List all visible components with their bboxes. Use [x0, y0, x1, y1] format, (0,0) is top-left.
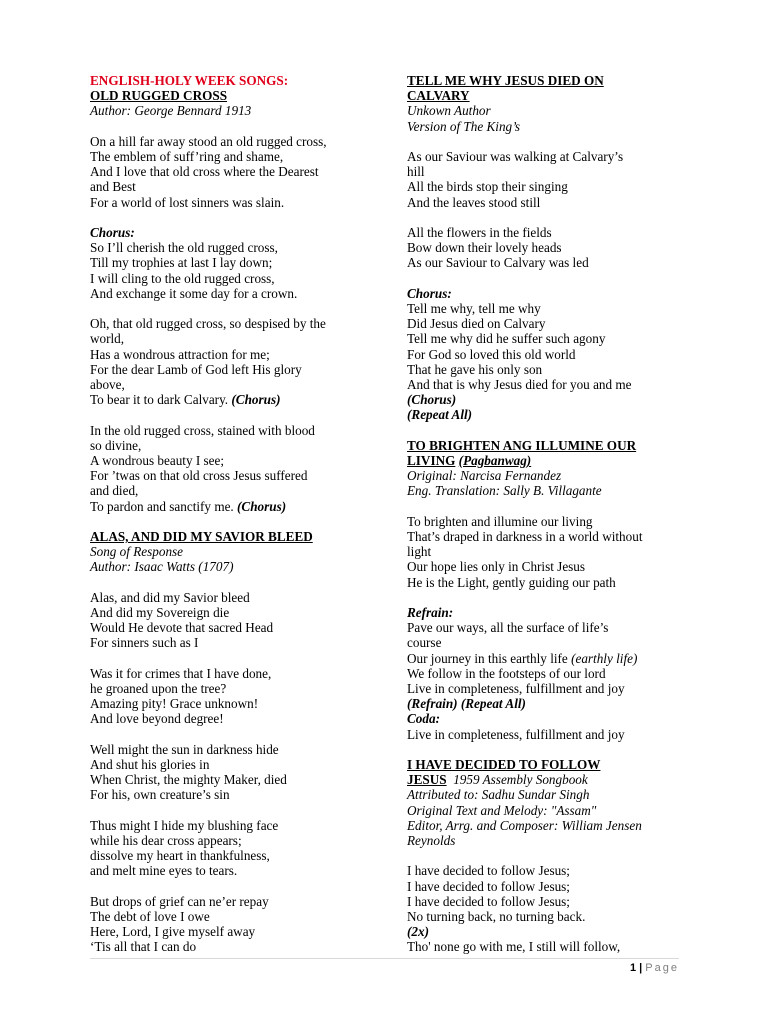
lyric-line: Original Text and Melody: "Assam" — [407, 802, 597, 818]
verse — [90, 134, 368, 210]
left-column — [90, 73, 368, 955]
footer-divider — [90, 958, 679, 959]
lyric-line: I will cling to the old rugged cross, — [90, 270, 275, 286]
verse-line — [90, 499, 368, 514]
song-title-i-have-decided: I HAVE DECIDED TO FOLLOW — [407, 757, 601, 773]
verse — [407, 514, 689, 590]
refrain — [407, 620, 689, 650]
verse-text: To bear it to dark Calvary. — [90, 392, 229, 408]
repeat-all: (Repeat All) — [407, 407, 473, 423]
refrain-line — [407, 651, 689, 666]
lyric-line: Would He devote that sacred Head — [90, 620, 274, 636]
refrain-label: Refrain: — [407, 605, 454, 621]
song-title-text: JESUS — [407, 772, 447, 788]
lyric-line: dissolve my heart in thankfulness, — [90, 848, 270, 864]
coda-line: Live in completeness, fulfillment and joy — [407, 726, 625, 742]
song-author: Unkown Author — [407, 103, 491, 119]
chorus-label: Chorus: — [90, 225, 135, 240]
lyric-line: For a world of lost sinners was slain. — [90, 194, 285, 210]
refrain — [407, 666, 689, 696]
document-heading: ENGLISH-HOLY WEEK SONGS: — [90, 73, 289, 88]
lyric-line: Has a wondrous attraction for me; — [90, 346, 270, 362]
lyric-line: And love beyond degree! — [90, 711, 224, 727]
lyric-line: hill — [407, 164, 425, 180]
verse-line — [90, 392, 368, 407]
verse — [90, 894, 368, 955]
lyric-line: I have decided to follow Jesus; — [407, 863, 570, 879]
verse — [90, 316, 368, 392]
lyric-line: As our Saviour to Calvary was led — [407, 255, 589, 271]
refrain-reference: (Refrain) (Repeat All) — [407, 696, 526, 712]
lyric-line: Pave our ways, all the surface of life’s — [407, 620, 609, 636]
lyric-line: And that is why Jesus died for you and me — [407, 377, 632, 393]
verse — [90, 666, 368, 727]
lyric-line: No turning back, no turning back. — [407, 909, 586, 925]
lyric-line: And I love that old cross where the Dearest — [90, 164, 319, 180]
song-translation: Eng. Translation: Sally B. Villagante — [407, 483, 602, 499]
lyric-line: ‘Tis all that I can do — [90, 939, 197, 955]
lyric-line: Bow down their lovely heads — [407, 240, 562, 256]
lyric-line: When Christ, the mighty Maker, died — [90, 772, 287, 788]
lyric-line: And shut his glories in — [90, 757, 210, 773]
lyric-line: For ’twas on that old cross Jesus suffered — [90, 468, 308, 484]
lyric-line: Tell me why did he suffer such agony — [407, 331, 606, 347]
page-footer — [600, 962, 679, 974]
lyric-line: Editor, Arrg. and Composer: William Jensen — [407, 817, 642, 833]
lyric-line: All the flowers in the fields — [407, 225, 552, 240]
lyric-line: Amazing pity! Grace unknown! — [90, 696, 259, 712]
chorus — [90, 240, 368, 301]
verse-line: Tho' none go with me, I still will follow, — [407, 939, 621, 955]
coda-label: Coda: — [407, 711, 440, 727]
verse-text: To pardon and sanctify me. — [90, 498, 234, 514]
lyric-line: Was it for crimes that I have done, — [90, 665, 272, 681]
chorus — [407, 301, 689, 392]
lyric-line: I have decided to follow Jesus; — [407, 893, 570, 909]
refrain-paren: (earthly life) — [571, 650, 638, 666]
lyric-line: light — [407, 544, 432, 560]
lyric-line: In the old rugged cross, stained with blood — [90, 422, 315, 438]
lyric-line: above, — [90, 377, 125, 393]
song-title-to-brighten: TO BRIGHTEN ANG ILLUMINE OUR — [407, 437, 637, 453]
lyric-line: That’s draped in darkness in a world without — [407, 529, 643, 545]
chorus-reference: (Chorus) — [407, 392, 457, 408]
lyric-line: But drops of grief can ne’er repay — [90, 893, 269, 909]
lyric-line: Reynolds — [407, 833, 456, 849]
refrain-text: Our journey in this earthly life — [407, 650, 568, 666]
songbook-credit: 1959 Assembly Songbook — [453, 772, 588, 788]
lyric-line: Attributed to: Sadhu Sundar Singh — [407, 787, 590, 803]
song-title-tell-me-why: TELL ME WHY JESUS DIED ON — [407, 73, 604, 88]
song-title-paren: (Pagbanwag) — [458, 453, 532, 469]
lyric-line: All the birds stop their singing — [407, 179, 568, 195]
verse — [90, 818, 368, 879]
lyric-line: And did my Sovereign die — [90, 605, 230, 621]
lyric-line: For God so loved this old world — [407, 346, 576, 362]
right-column — [407, 73, 689, 955]
song-author: Author: George Bennard 1913 — [90, 103, 252, 119]
page-label: Page — [645, 962, 679, 974]
chorus-reference: (Chorus) — [231, 392, 281, 408]
repeat-marker: (2x) — [407, 924, 429, 940]
song-title-old-rugged-cross: OLD RUGGED CROSS — [90, 88, 228, 104]
lyric-line: The debt of love I owe — [90, 909, 210, 925]
lyric-line: Alas, and did my Savior bleed — [90, 589, 250, 605]
verse — [407, 149, 689, 210]
lyric-line: So I’ll cherish the old rugged cross, — [90, 240, 278, 256]
lyric-line: Tell me why, tell me why — [407, 301, 541, 316]
lyric-line: To brighten and illumine our living — [407, 513, 593, 529]
lyric-line: and melt mine eyes to tears. — [90, 863, 238, 879]
lyric-line: We follow in the footsteps of our lord — [407, 665, 606, 681]
lyric-line: He is the Light, gently guiding our path — [407, 574, 616, 590]
page-number: 1 — [629, 962, 637, 974]
lyric-line: and Best — [90, 179, 136, 195]
lyric-line: Here, Lord, I give myself away — [90, 924, 256, 940]
lyric-line: On a hill far away stood an old rugged cross, — [90, 133, 327, 149]
lyric-line: world, — [90, 331, 125, 347]
song-original: Original: Narcisa Fernandez — [407, 468, 562, 484]
lyric-line: he groaned upon the tree? — [90, 681, 227, 697]
lyric-line: Live in completeness, fulfillment and joy — [407, 681, 625, 697]
verse — [407, 863, 689, 924]
lyric-line: I have decided to follow Jesus; — [407, 878, 570, 894]
verse — [90, 742, 368, 803]
chorus-reference: (Chorus) — [237, 498, 287, 514]
lyric-line: And the leaves stood still — [407, 194, 541, 210]
song-subtitle: Song of Response — [90, 544, 184, 560]
verse — [407, 225, 689, 271]
lyric-line: while his dear cross appears; — [90, 833, 242, 849]
lyric-line: Well might the sun in darkness hide — [90, 741, 279, 757]
lyric-line: Thus might I hide my blushing face — [90, 817, 279, 833]
song-title-alas: ALAS, AND DID MY SAVIOR BLEED — [90, 529, 313, 545]
lyric-line: so divine, — [90, 437, 142, 453]
lyric-line: For sinners such as I — [90, 635, 199, 651]
lyric-line: And exchange it some day for a crown. — [90, 285, 298, 301]
lyric-line: Oh, that old rugged cross, so despised by the — [90, 316, 326, 332]
chorus-label: Chorus: — [407, 285, 452, 301]
verse — [90, 423, 368, 499]
lyric-line: Our hope lies only in Christ Jesus — [407, 559, 586, 575]
page-separator: | — [639, 962, 643, 974]
song-version: Version of The King’s — [407, 118, 520, 134]
lyric-line: For his, own creature’s sin — [90, 787, 230, 803]
lyric-line: Did Jesus died on Calvary — [407, 316, 546, 332]
lyric-line: As our Saviour was walking at Calvary’s — [407, 149, 624, 164]
credits — [407, 787, 689, 848]
song-title-i-have-decided-line2 — [407, 772, 689, 787]
song-title-to-brighten-line2 — [407, 453, 689, 468]
lyric-line: course — [407, 635, 442, 651]
lyric-line: Till my trophies at last I lay down; — [90, 255, 273, 271]
song-title-tell-me-why-line2: CALVARY — [407, 88, 470, 104]
song-author: Author: Isaac Watts (1707) — [90, 559, 234, 575]
lyric-line: and died, — [90, 483, 139, 499]
verse — [90, 590, 368, 651]
song-title-text: LIVING — [407, 453, 456, 469]
lyric-line: The emblem of suff’ring and shame, — [90, 149, 284, 164]
lyric-line: For the dear Lamb of God left His glory — [90, 361, 302, 377]
lyric-line: That he gave his only son — [407, 361, 543, 377]
lyric-line: A wondrous beauty I see; — [90, 453, 225, 469]
